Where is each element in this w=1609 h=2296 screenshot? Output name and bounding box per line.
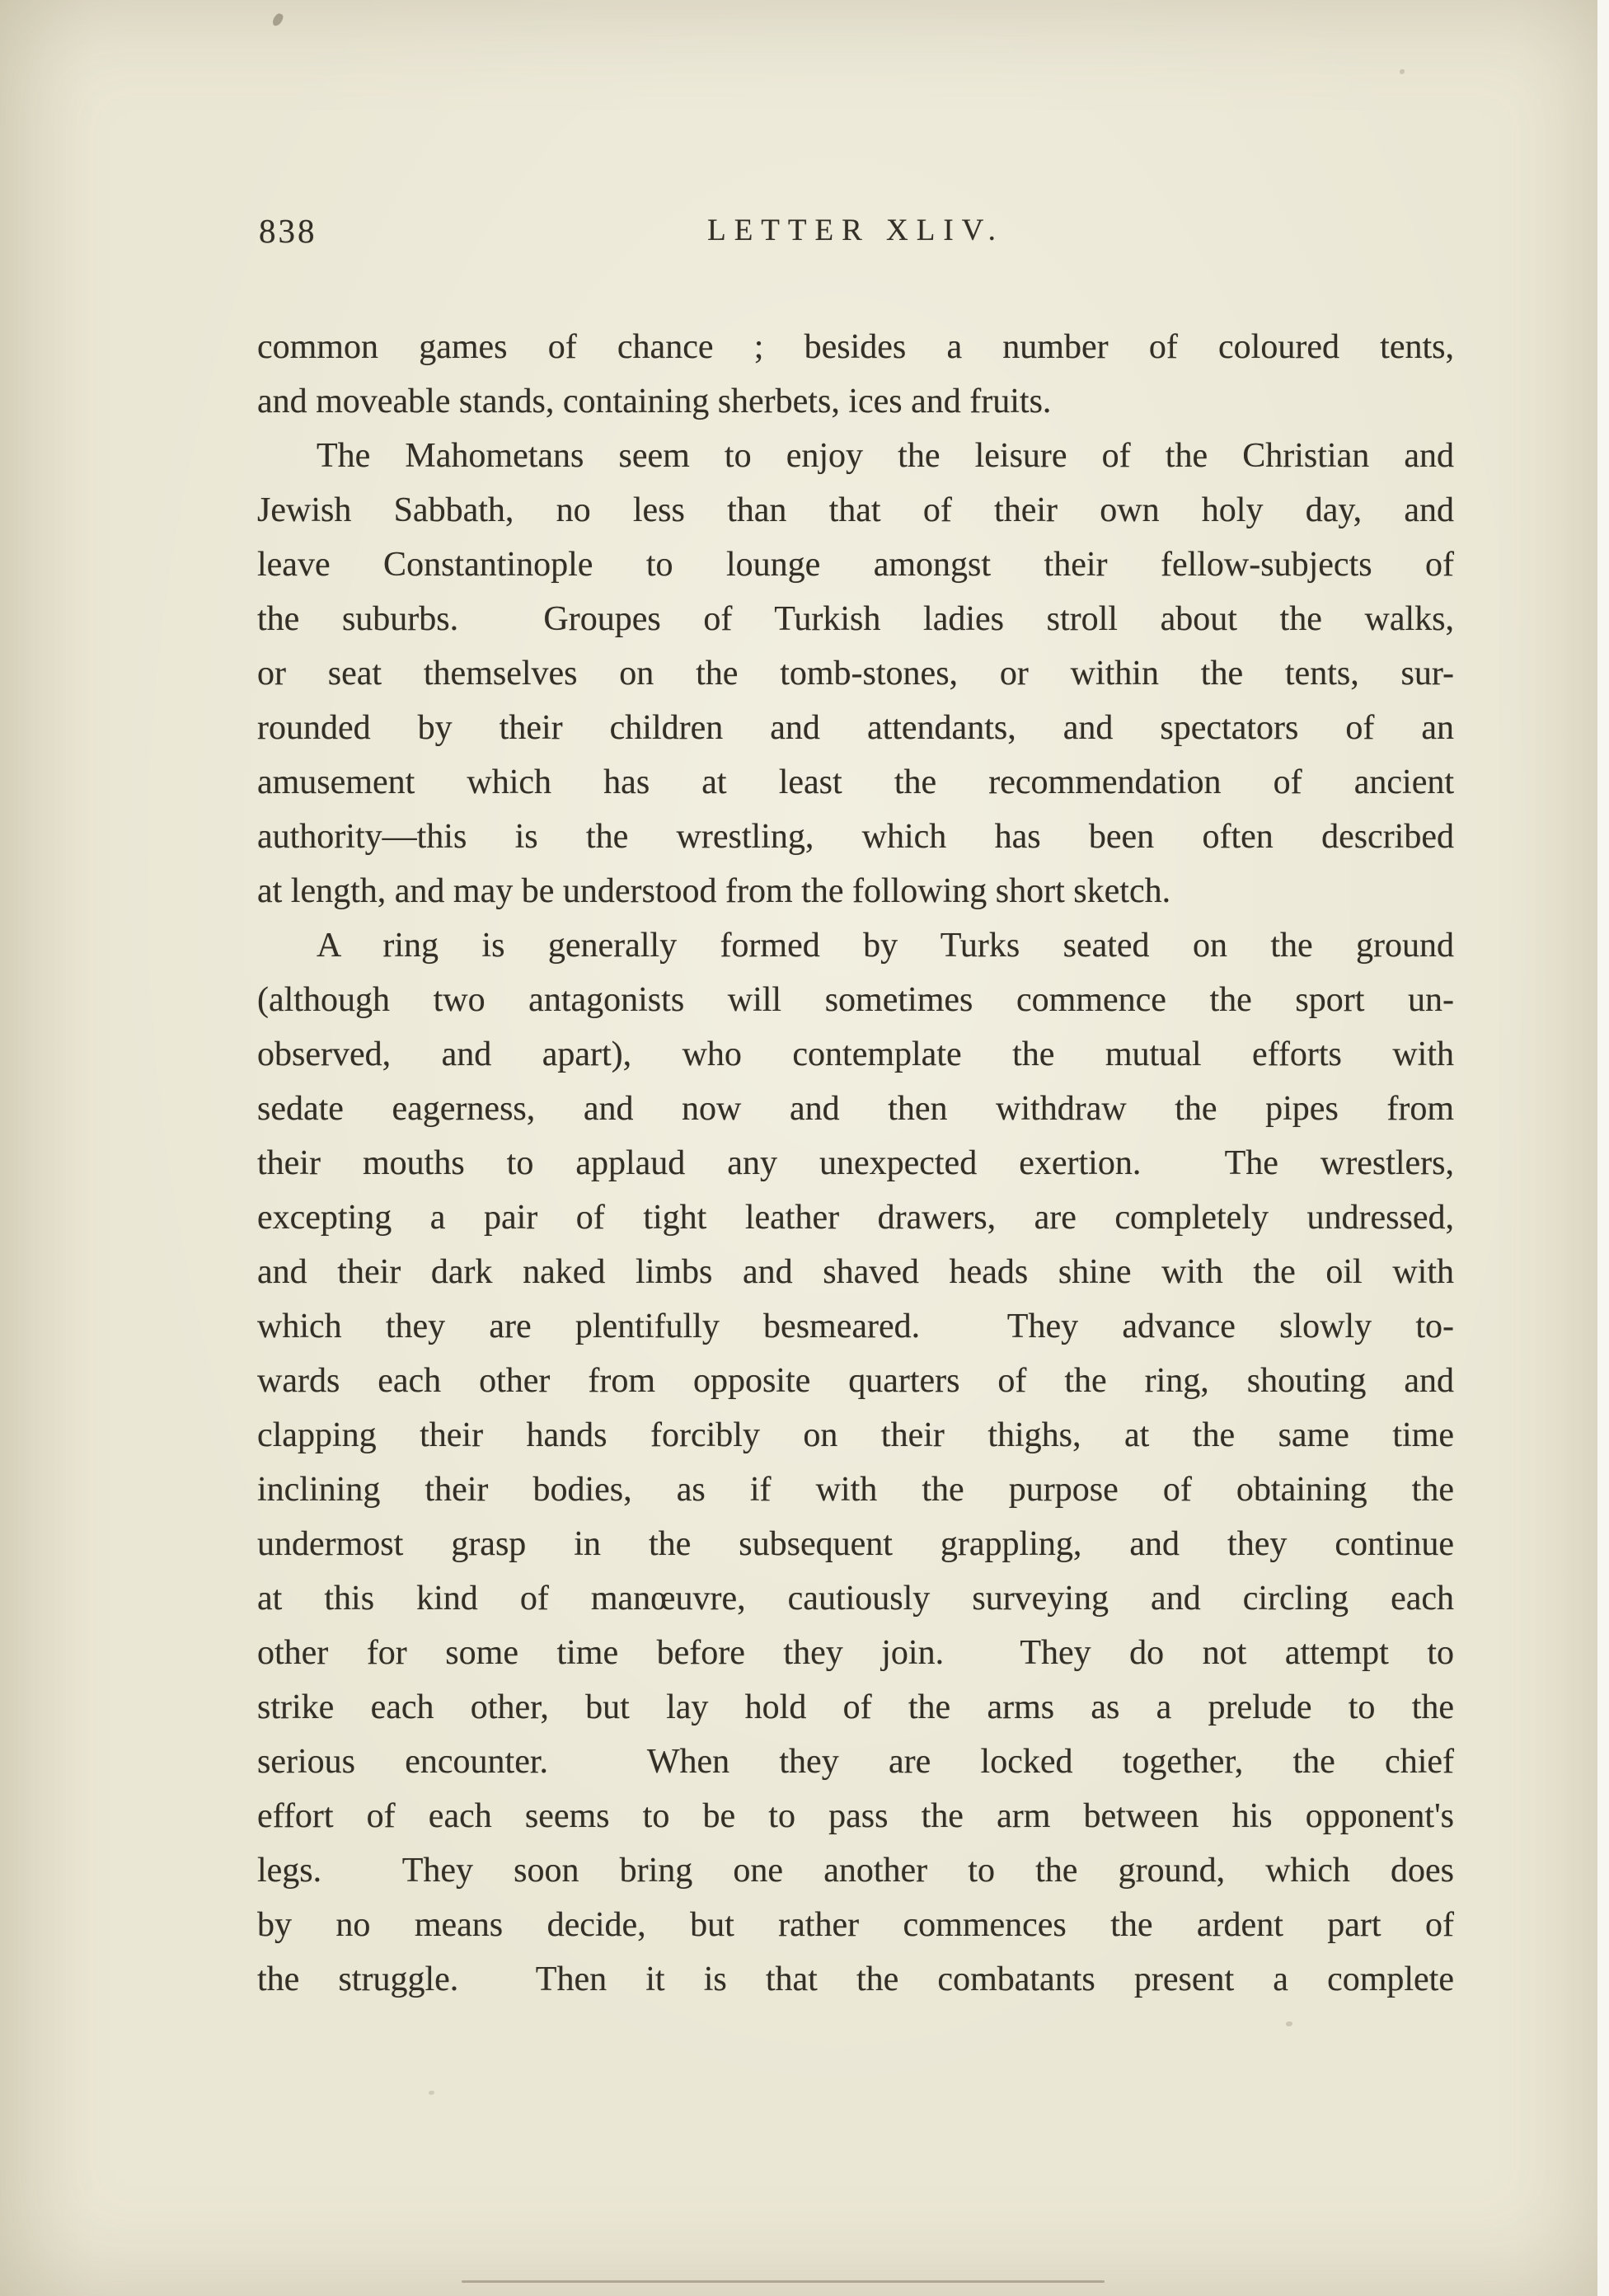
scan-speck <box>1400 69 1405 74</box>
text-line: strike each other, but lay hold of the arms as a prelude to the <box>257 1688 1454 1726</box>
scan-speck <box>429 2091 434 2095</box>
page-header <box>257 208 1454 261</box>
text-line: their mouths to applaud any unexpected exertion. The wrestlers, <box>257 1144 1454 1182</box>
scan-speck <box>1286 2021 1292 2026</box>
text-line: legs. They soon bring one another to the ground, which does <box>257 1852 1454 1890</box>
scan-speck <box>271 12 284 28</box>
text-line: serious encounter. When they are locked together, the chief <box>257 1743 1454 1781</box>
text-line: effort of each seems to be to pass the arm between his opponent's <box>257 1797 1454 1835</box>
text-line: undermost grasp in the subsequent grappling, and they continue <box>257 1525 1454 1563</box>
text-line: observed, and apart), who contemplate the mutual efforts with <box>257 1035 1454 1073</box>
scan-edge <box>1597 0 1609 2296</box>
text-line: A ring is generally formed by Turks seated on the ground <box>317 927 1454 965</box>
text-line: The Mahometans seem to enjoy the leisure of the Christian and <box>317 437 1454 475</box>
text-line: and moveable stands, containing sherbets, ices and fruits. <box>257 383 1052 420</box>
text-line: Jewish Sabbath, no less than that of their own holy day, and <box>257 491 1454 529</box>
text-line: and their dark naked limbs and shaved heads shine with the oil with <box>257 1253 1454 1291</box>
text-line: the suburbs. Groupes of Turkish ladies stroll about the walks, <box>257 600 1454 638</box>
text-line: leave Constantinople to lounge amongst their fellow-subjects of <box>257 546 1454 584</box>
text-line: amusement which has at least the recommendation of ancient <box>257 763 1454 801</box>
text-line: other for some time before they join. They do not attempt to <box>257 1634 1454 1672</box>
text-line: at length, and may be understood from the following short sketch. <box>257 872 1171 910</box>
text-line: or seat themselves on the tomb-stones, or within the tents, sur- <box>257 655 1454 693</box>
text-line: common games of chance ; besides a number of coloured tents, <box>257 328 1454 366</box>
text-line: authority—this is the wrestling, which has been often described <box>257 818 1454 856</box>
text-line: which they are plentifully besmeared. They advance slowly to- <box>257 1308 1454 1345</box>
text-line: by no means decide, but rather commences the ardent part of <box>257 1906 1454 1944</box>
text-line: rounded by their children and attendants, and spectators of an <box>257 709 1454 747</box>
text-line: clapping their hands forcibly on their thighs, at the same time <box>257 1416 1454 1454</box>
text-line: excepting a pair of tight leather drawers, are completely undressed, <box>257 1199 1454 1237</box>
text-line: wards each other from opposite quarters of the ring, shouting and <box>257 1362 1454 1400</box>
text-line: the struggle. Then it is that the combatants present a complete <box>257 1960 1454 1998</box>
text-line: inclining their bodies, as if with the purpose of obtaining the <box>257 1471 1454 1509</box>
page-body <box>257 320 1454 2007</box>
text-line: sedate eagerness, and now and then withdraw the pipes from <box>257 1090 1454 1128</box>
running-title: LETTER XLIV. <box>707 214 1004 247</box>
page-number: 838 <box>259 212 317 250</box>
text-line: (although two antagonists will sometimes commence the sport un- <box>257 981 1454 1019</box>
text-line: at this kind of manœuvre, cautiously surveying and circling each <box>257 1580 1454 1618</box>
scan-artifact-line <box>462 2280 1105 2283</box>
